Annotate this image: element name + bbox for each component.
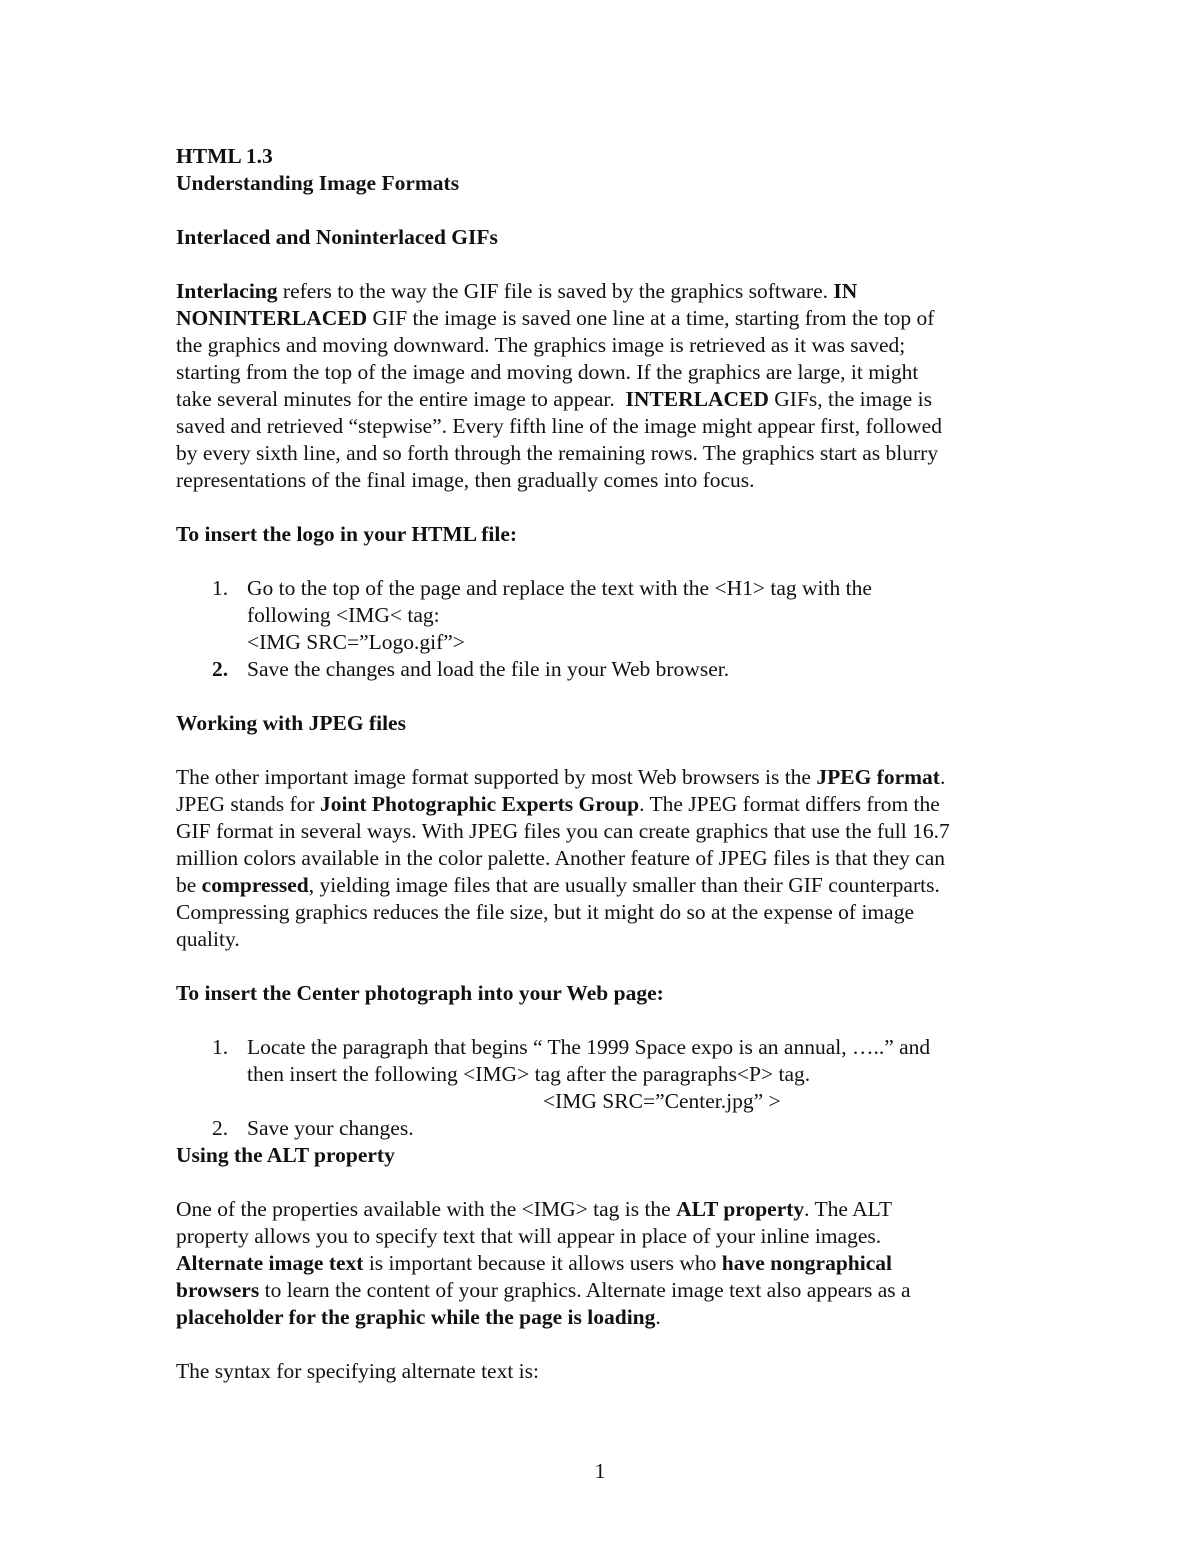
list-number: 1. <box>212 1035 229 1059</box>
steps-list-center <box>176 1034 1036 1142</box>
page-number: 1 <box>594 1459 606 1483</box>
section-heading-jpeg: Working with JPEG files <box>176 711 406 735</box>
steps-list-logo <box>176 575 1036 683</box>
paragraph-interlacing: Interlacing refers to the way the GIF file is saved by the graphics software. IN NONINTERLACED GIF the image is saved one line at a time, starting from the top of the graphics and moving downward. The graphics image is retrieved as it was saved; starting from the top of the image and moving down. If the graphics are large, it might take several minutes for the entire image to appear. INTERLACED GIFs, the image is saved and retrieved “stepwise”. Every fifth line of the image might appear first, followed by every sixth line, and so forth through the remaining rows. The graphics start as blurry representations of the final image, then gradually comes into focus. <box>176 279 942 492</box>
document-title: Understanding Image Formats <box>176 171 460 195</box>
paragraph-jpeg: The other important image format supported by most Web browsers is the JPEG format. JPEG stands for Joint Photographic Experts Group. The JPEG format differs from the GIF format in several ways. With JPEG files you can create graphics that use the full 16.7 million colors available in the color palette. Another feature of JPEG files is that they can be compressed, yielding image files that are usually smaller than their GIF counterparts. Compressing graphics reduces the file size, but it might do so at the expense of image quality. <box>176 765 950 951</box>
list-item: 1. Go to the top of the page and replace the text with the <H1> tag with the following <IMG< tag: <IMG SRC=”Logo.gif”> <box>212 576 872 654</box>
section-heading-alt: Using the ALT property <box>176 1143 395 1167</box>
section-heading-gifs: Interlaced and Noninterlaced GIFs <box>176 225 498 249</box>
list-item: 2. Save the changes and load the file in your Web browser. <box>212 657 730 681</box>
list-number: 2. <box>212 1116 229 1140</box>
list-number: 1. <box>212 576 229 600</box>
paragraph-alt: One of the properties available with the <IMG> tag is the ALT property. The ALT property allows you to specify text that will appear in place of your inline images. Alternate image text is important because it allows users who have nongraphical browsers to learn the content of your graphics. Alternate image text also appears as a placeholder for the graphic while the page is loading. <box>176 1197 911 1329</box>
steps-heading-logo: To insert the logo in your HTML file: <box>176 522 518 546</box>
list-item: 2. Save your changes. <box>212 1116 414 1140</box>
list-item: 1. Locate the paragraph that begins “ The 1999 Space expo is an annual, …..” and then insert the following <IMG> tag after the paragraphs<P> tag. <IMG SRC=”Center.jpg” > <box>212 1035 931 1113</box>
steps-heading-center: To insert the Center photograph into your Web page: <box>176 981 664 1005</box>
document-body <box>176 143 1036 1385</box>
list-number: 2. <box>212 657 229 681</box>
course-code: HTML 1.3 <box>176 144 273 168</box>
syntax-intro: The syntax for specifying alternate text is: <box>176 1359 539 1383</box>
